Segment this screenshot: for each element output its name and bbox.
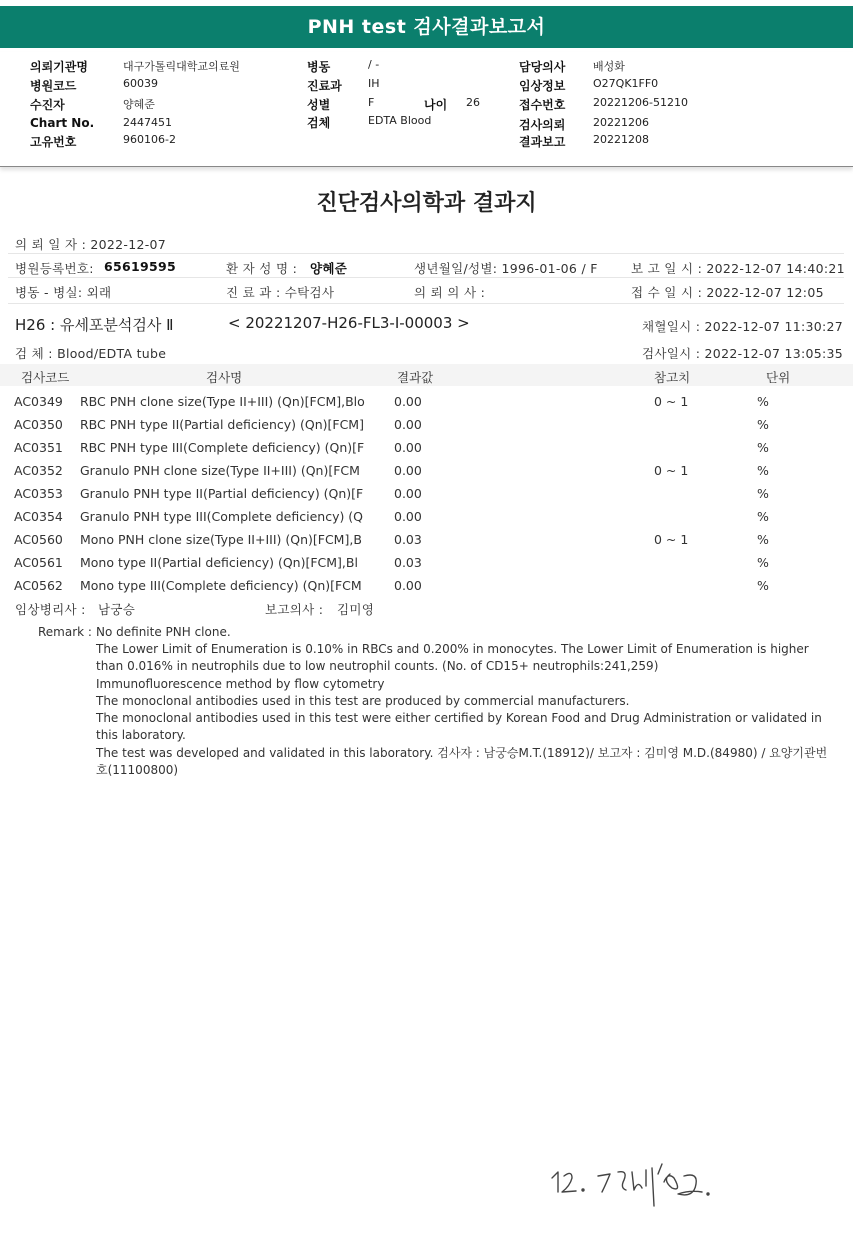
test-code-cell: AC0352 [14,463,63,478]
unit-cell: % [757,532,769,547]
department: 진 료 과 : 수탁검사 [226,285,335,300]
remark-line: than 0.016% in neutrophils due to low neutrophil counts. (No. of CD15+ neutrophils:241,259) [96,659,659,674]
header-label: 수진자 [30,98,65,112]
request-date: 의 뢰 일 자 : 2022-12-07 [15,237,167,252]
result-value-cell: 0.00 [394,463,422,478]
header-label: 담당의사 [519,60,566,74]
unit-cell: % [757,417,769,432]
exam-datetime: 검사일시 : 2022-12-07 13:05:35 [642,346,844,361]
pathologist-name: 남궁승 [98,602,136,617]
header-label: 병원코드 [30,79,77,93]
remark-line: 호(11100800) [96,763,179,778]
result-value-cell: 0.03 [394,532,422,547]
test-code-cell: AC0562 [14,578,63,593]
header-label: 나이 [424,98,448,112]
test-code-cell: AC0349 [14,394,63,409]
registration-label: 병원등록번호: [15,261,94,276]
test-name-cell: RBC PNH type II(Partial deficiency) (Qn)[FCM] [80,417,364,432]
test-code-cell: AC0351 [14,440,63,455]
test-code-cell: AC0560 [14,532,63,547]
column-header-unit: 단위 [766,370,791,385]
document-title: 진단검사의학과 결과지 [316,191,537,216]
result-value-cell: 0.00 [394,417,422,432]
divider [8,303,844,304]
column-header-result: 결과값 [397,370,434,385]
column-header-reference: 참고치 [654,370,691,385]
banner-title: PNH test 검사결과보고서 [307,16,546,38]
test-name-cell: Mono type II(Partial deficiency) (Qn)[FCM],Bl [80,555,358,570]
reference-range-cell: 0 ~ 1 [654,394,689,409]
test-name-cell: Mono type III(Complete deficiency) (Qn)[FCM [80,578,362,593]
collection-datetime: 채혈일시 : 2022-12-07 11:30:27 [642,319,844,334]
report-banner [0,6,853,48]
remark-line: The monoclonal antibodies used in this test were either certified by Korean Food and Drug Administration or validated in [96,711,822,726]
unit-cell: % [757,440,769,455]
header-value: 배성화 [593,60,625,73]
header-value: 960106-2 [123,133,176,146]
referring-doctor: 의 뢰 의 사 : [414,285,486,300]
header-value: IH [368,77,380,90]
unit-cell: % [757,555,769,570]
header-label: 검사의뢰 [519,118,566,132]
test-code-cell: AC0353 [14,486,63,501]
test-code-title: H26 : 유세포분석검사 Ⅱ [15,316,174,334]
header-value: 20221206-51210 [593,96,688,109]
remark-label: Remark : [38,625,92,639]
header-value: F [368,96,375,109]
remark-line: The Lower Limit of Enumeration is 0.10% in RBCs and 0.200% in monocytes. The Lower Limit of Enumeration is higher [96,642,809,656]
reference-range-cell: 0 ~ 1 [654,532,689,547]
remark-line: The test was developed and validated in this laboratory. 검사자 : 남궁승M.T.(18912)/ 보고자 : 김미영 M.D.(84980) / 요양기관번 [96,745,828,760]
remark-first-line: No definite PNH clone. [96,625,231,639]
header-value: 2447451 [123,116,172,129]
unit-cell: % [757,486,769,501]
ward-room: 병동 - 병실: 외래 [15,285,112,300]
remark-line: this laboratory. [96,728,186,743]
header-label: 결과보고 [519,135,566,149]
result-value-cell: 0.00 [394,394,422,409]
test-name-cell: Granulo PNH type III(Complete deficiency) (Q [80,509,364,524]
test-name-cell: RBC PNH clone size(Type II+III) (Qn)[FCM],Blo [80,394,365,409]
unit-cell: % [757,394,769,409]
result-value-cell: 0.00 [394,440,422,455]
report-datetime: 보 고 일 시 : 2022-12-07 14:40:21 [631,261,845,276]
patient-name: 양혜준 [310,261,348,276]
handwritten-signature [550,1158,770,1223]
test-code-cell: AC0350 [14,417,63,432]
header-label: Chart No. [30,116,95,130]
header-label: 성별 [307,98,331,112]
header-label: 고유번호 [30,135,77,149]
reference-range-cell: 0 ~ 1 [654,463,689,478]
header-value: O27QK1FF0 [593,77,659,90]
result-value-cell: 0.03 [394,555,422,570]
remark-line: Immunofluorescence method by flow cytometry [96,676,385,691]
header-value: 대구가톨릭대학교의료원 [123,60,240,73]
unit-cell: % [757,578,769,593]
unit-cell: % [757,509,769,524]
reporting-doctor-name: 김미영 [337,602,375,617]
birth-sex: 생년월일/성별: 1996-01-06 / F [414,261,598,276]
result-value-cell: 0.00 [394,578,422,593]
header-label: 접수번호 [519,98,566,112]
divider [8,253,844,254]
header-label: 의뢰기관명 [30,60,88,74]
header-value: 26 [466,96,480,109]
reporting-doctor-label: 보고의사 : [265,602,324,617]
result-value-cell: 0.00 [394,486,422,501]
test-name-cell: Mono PNH clone size(Type II+III) (Qn)[FCM],B [80,532,362,547]
header-label: 검체 [307,116,331,130]
barcode-number: < 20221207-H26-FL3-I-00003 > [228,314,470,332]
test-name-cell: RBC PNH type III(Complete deficiency) (Qn)[F [80,440,365,455]
test-name-cell: Granulo PNH clone size(Type II+III) (Qn)[FCM [80,463,360,478]
remark-body [96,641,827,779]
result-value-cell: 0.00 [394,509,422,524]
header-label: 진료과 [307,79,342,93]
divider [8,277,844,278]
unit-cell: % [757,463,769,478]
test-name-cell: Granulo PNH type II(Partial deficiency) (Qn)[F [80,486,364,501]
column-header-code: 검사코드 [21,370,70,385]
header-value: 60039 [123,77,158,90]
patient-name-label: 환 자 성 명 : [226,261,298,276]
header-label: 병동 [307,60,331,74]
header-info-box [0,52,853,167]
header-value: EDTA Blood [368,114,432,127]
header-value: 20221206 [593,116,649,129]
specimen: 검 체 : Blood/EDTA tube [15,346,167,361]
registration-number: 65619595 [104,259,176,274]
header-label: 임상정보 [519,79,566,93]
header-value: / - [368,58,380,71]
remark-line: The monoclonal antibodies used in this test are produced by commercial manufacturers. [96,693,630,708]
column-header-name: 검사명 [206,370,243,385]
test-code-cell: AC0354 [14,509,63,524]
header-value: 양혜준 [123,98,155,111]
pathologist-label: 임상병리사 : [15,602,86,617]
test-code-cell: AC0561 [14,555,63,570]
header-value: 20221208 [593,133,649,146]
receipt-datetime: 접 수 일 시 : 2022-12-07 12:05 [631,285,824,300]
